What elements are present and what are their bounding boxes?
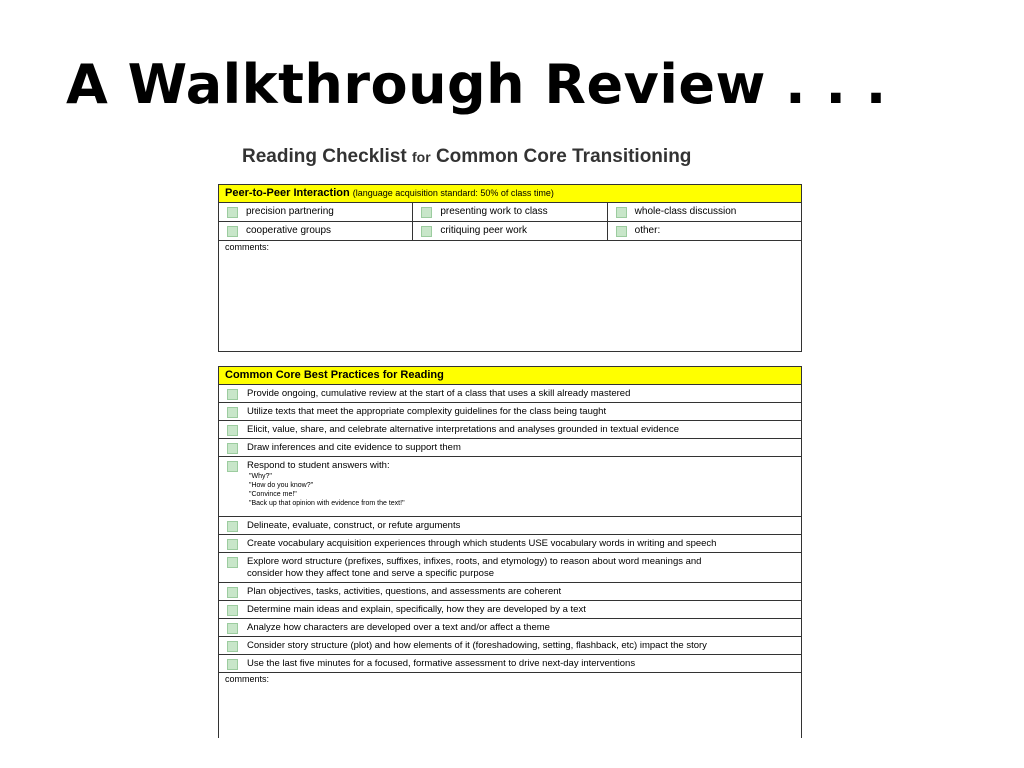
checklist-item[interactable] — [219, 457, 801, 517]
peer-comments-label[interactable]: comments: — [225, 242, 270, 252]
peer-option[interactable]: critiquing peer work — [413, 222, 607, 240]
checkbox[interactable] — [227, 587, 238, 598]
checkbox[interactable] — [227, 641, 238, 652]
checkbox[interactable] — [227, 443, 238, 454]
checklist-item[interactable]: Use the last five minutes for a focused, formative assessment to drive next-day interventions — [219, 655, 801, 673]
peer-option[interactable]: presenting work to class — [413, 203, 607, 221]
prompt-quote: "Convince me!" — [249, 491, 297, 498]
peer-row — [219, 203, 801, 222]
checkbox[interactable] — [227, 539, 238, 550]
word-structure-block: Explore word structure (prefixes, suffixes, infixes, roots, and etymology) to reason about word meanings and consider how they affect tone and serve a specific purpose — [247, 556, 702, 579]
checklist-item[interactable]: Determine main ideas and explain, specifically, how they are developed by a text — [219, 601, 801, 619]
doc-title-main: Reading Checklist — [242, 146, 407, 167]
doc-title-for: for — [412, 149, 431, 165]
checkbox[interactable] — [227, 461, 238, 472]
checklist-item[interactable]: Elicit, value, share, and celebrate alternative interpretations and analyses grounded in textual evidence — [219, 421, 801, 439]
checklist-item[interactable]: Plan objectives, tasks, activities, questions, and assessments are coherent — [219, 583, 801, 601]
practices-comments-label[interactable]: comments: — [225, 674, 270, 684]
respond-block: Respond to student answers with: "Why?" "How do you know?" "Convince me!" "Back up that opinion with evidence from the text!" — [247, 460, 405, 507]
checklist-item[interactable]: Provide ongoing, cumulative review at the start of a class that uses a skill already mastered — [219, 385, 801, 403]
checkbox[interactable] — [227, 557, 238, 568]
best-practices-section — [218, 366, 802, 738]
checkbox[interactable] — [227, 659, 238, 670]
checkbox[interactable] — [227, 425, 238, 436]
checklist-item[interactable]: Analyze how characters are developed over a text and/or affect a theme — [219, 619, 801, 637]
document-title — [242, 146, 691, 168]
checkbox[interactable] — [227, 521, 238, 532]
checkbox[interactable] — [227, 407, 238, 418]
prompt-quote: "How do you know?" — [249, 482, 314, 489]
slide-title: A Walkthrough Review . . . — [66, 53, 887, 116]
peer-option[interactable]: whole-class discussion — [608, 203, 801, 221]
checkbox[interactable] — [227, 207, 238, 218]
checklist-item[interactable]: Consider story structure (plot) and how elements of it (foreshadowing, setting, flashback, etc) impact the story — [219, 637, 801, 655]
peer-option[interactable]: cooperative groups — [219, 222, 413, 240]
peer-option[interactable]: other: — [608, 222, 801, 240]
checkbox[interactable] — [227, 226, 238, 237]
checklist-item[interactable]: Create vocabulary acquisition experiences through which students USE vocabulary words in writing and speech — [219, 535, 801, 553]
checklist-item[interactable]: Delineate, evaluate, construct, or refute arguments — [219, 517, 801, 535]
peer-header-title: Peer-to-Peer Interaction — [225, 187, 350, 199]
peer-row — [219, 222, 801, 241]
checkbox[interactable] — [227, 605, 238, 616]
checkbox[interactable] — [227, 623, 238, 634]
prompt-quote: "Why?" — [249, 473, 272, 480]
peer-interaction-section — [218, 184, 802, 352]
checkbox[interactable] — [616, 226, 627, 237]
checklist-item[interactable] — [219, 553, 801, 583]
peer-interaction-header — [219, 185, 801, 203]
checkbox[interactable] — [616, 207, 627, 218]
checklist-item[interactable]: Draw inferences and cite evidence to support them — [219, 439, 801, 457]
peer-header-note: (language acquisition standard: 50% of class time) — [352, 188, 554, 198]
doc-title-rest: Common Core Transitioning — [435, 146, 692, 167]
prompt-quote: "Back up that opinion with evidence from the text!" — [249, 500, 405, 507]
peer-option[interactable]: precision partnering — [219, 203, 413, 221]
best-practices-header: Common Core Best Practices for Reading — [219, 367, 801, 385]
checkbox[interactable] — [421, 226, 432, 237]
checkbox[interactable] — [421, 207, 432, 218]
checkbox[interactable] — [227, 389, 238, 400]
checklist-item[interactable]: Utilize texts that meet the appropriate complexity guidelines for the class being taught — [219, 403, 801, 421]
